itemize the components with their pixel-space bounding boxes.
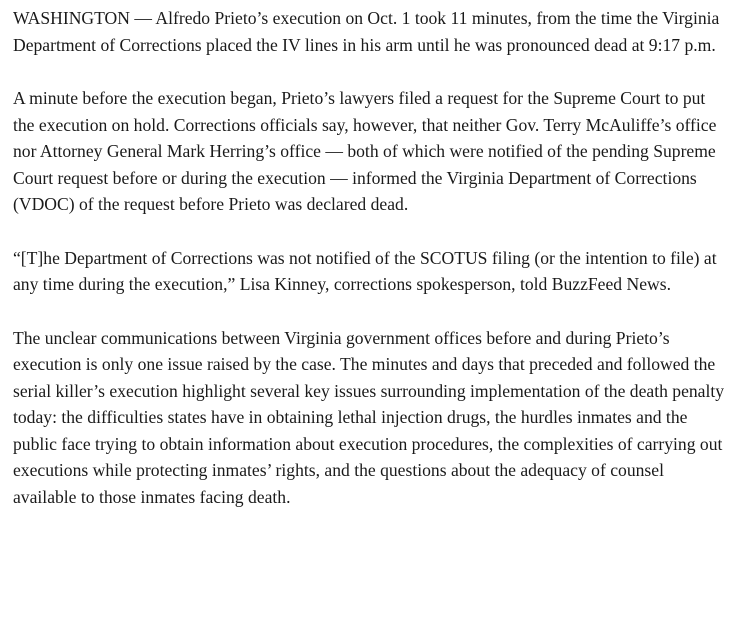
article-paragraph-3: “[T]he Department of Corrections was not notified of the SCOTUS filing (or the intention to file) at any time during the execution,” Lisa Kinney, corrections spokesperson, told BuzzFeed News. <box>13 247 717 294</box>
article-paragraph-2: A minute before the execution began, Prieto’s lawyers filed a request for the Supreme Court to put the execution on hold. Corrections officials say, however, that neither Gov. Terry McAuliffe’s office nor Attorney General Mark Herring’s office — both of which were notified of the pending Supreme Court request before or during the execution — informed the Virginia Department of Corrections (VDOC) of the request before Prieto was declared dead. <box>13 88 717 214</box>
article-paragraph-4: The unclear communications between Virginia government offices before and during Prieto’s execution is only one issue raised by the case. The minutes and days that preceded and followed the serial killer’s execution highlight several key issues surrounding implementation of the death penalty today: the difficulties states have in obtaining lethal injection drugs, the hurdles inmates and the public face trying to obtain information about execution procedures, the complexities of carrying out executions while protecting inmates’ rights, and the questions about the adequacy of counsel available to those inmates facing death. <box>13 327 725 507</box>
article-paragraph-1: WASHINGTON — Alfredo Prieto’s execution on Oct. 1 took 11 minutes, from the time the Virginia Department of Corrections placed the IV lines in his arm until he was pronounced dead at 9:17 p.m. <box>13 8 720 55</box>
